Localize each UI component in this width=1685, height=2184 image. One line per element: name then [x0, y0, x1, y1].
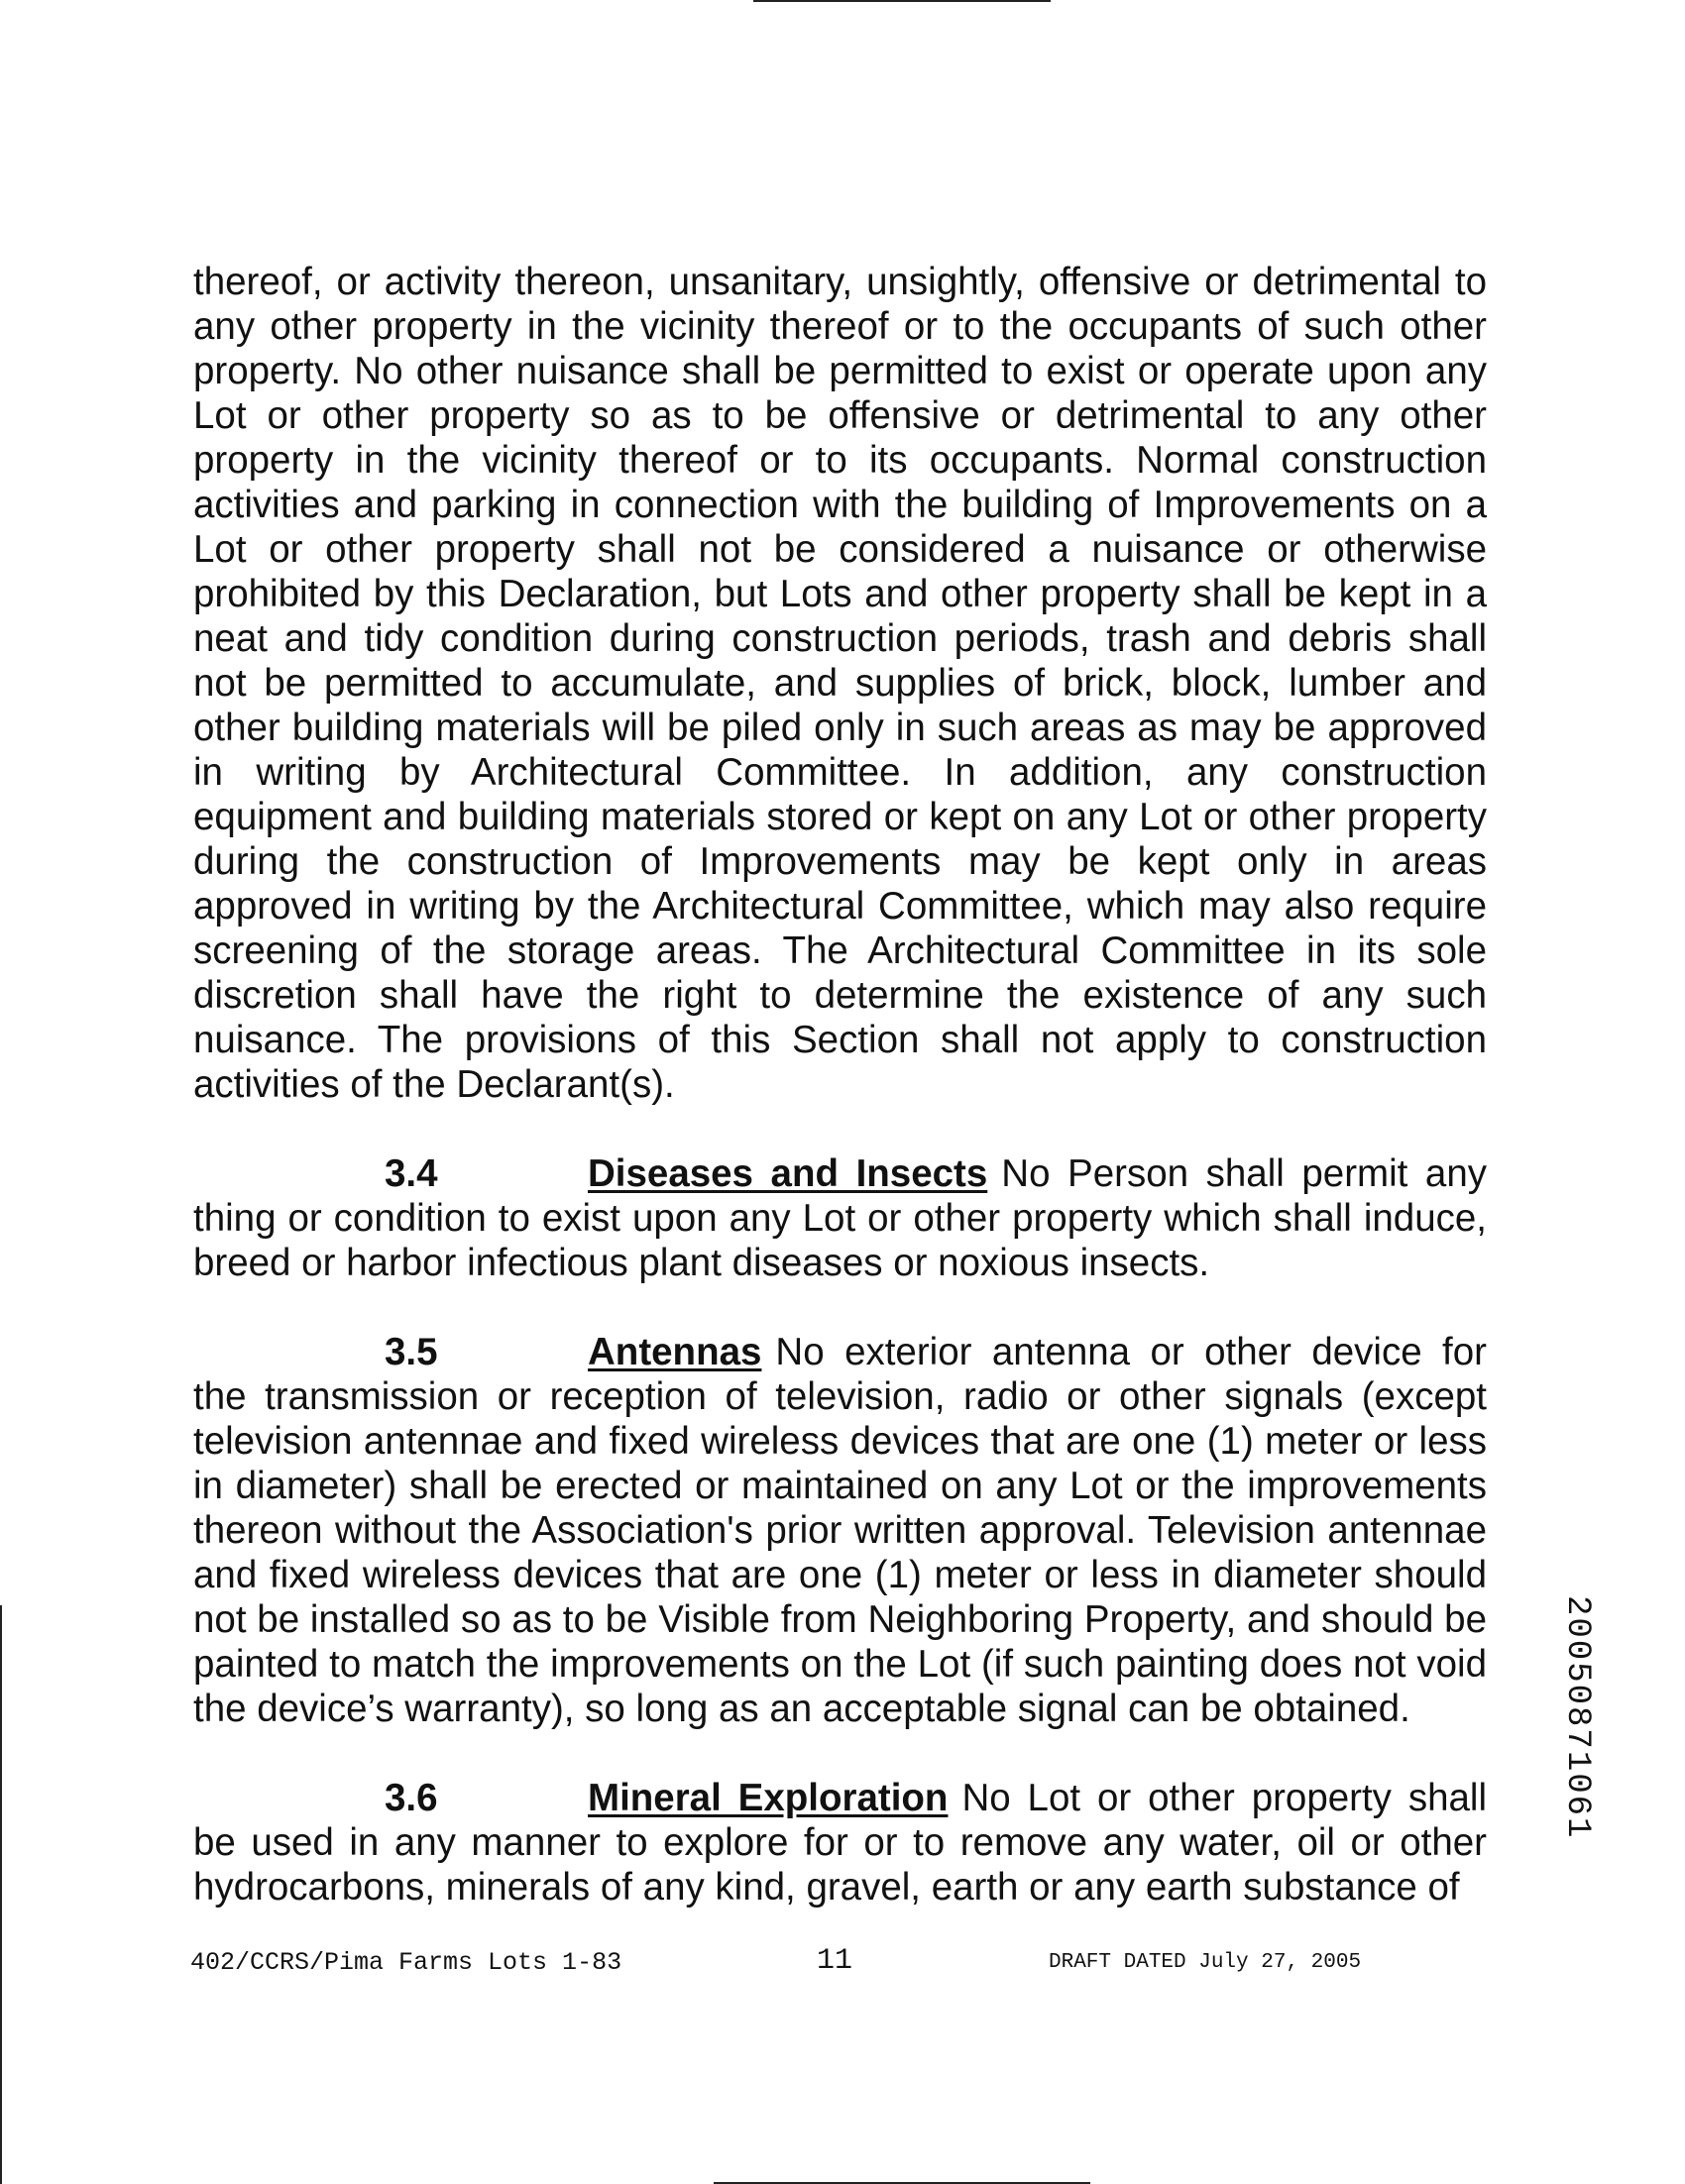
- section-3-6: [193, 1776, 1487, 1910]
- section-number: 3.5: [385, 1331, 438, 1373]
- section-text: No Person shall permit any thing or condition to exist upon any Lot or other property which shall induce, breed or harbor infectious plant diseases or noxious insects.: [193, 1152, 1487, 1284]
- footer-draft-date: DRAFT DATED July 27, 2005: [1049, 1951, 1362, 1974]
- document-body: [193, 260, 1487, 1910]
- section-title: Antennas: [588, 1331, 762, 1373]
- left-scan-line: [0, 1605, 2, 2184]
- section-title: Diseases and Insects: [588, 1152, 988, 1195]
- section-3-4: [193, 1151, 1487, 1285]
- continuation-paragraph: thereof, or activity thereon, unsanitary, unsightly, offensive or detrimental to any other property in the vicinity thereof or to the occupants of such other property. No other nuisance shall be permitted to exist or operate upon any Lot or other property so as to be offensive or detrimental to any other property in the vicinity thereof or to its occupants. Normal construction activities and parking in connection with the building of Improvements on a Lot or other property shall not be considered a nuisance or otherwise prohibited by this Declaration, but Lots and other property shall be kept in a neat and tidy condition during construction periods, trash and debris shall not be permitted to accumulate, and supplies of brick, block, lumber and other building materials will be piled only in such areas as may be approved in writing by Architectural Committee. In addition, any construction equipment and building materials stored or kept on any Lot or other property during the construction of Improvements may be kept only in areas approved in writing by the Architectural Committee, which may also require screening of the storage areas. The Architectural Committee in its sole discretion shall have the right to determine the existence of any such nuisance. The provisions of this Section shall not apply to construction activities of the Declarant(s).: [193, 261, 1487, 1106]
- section-number: 3.6: [385, 1777, 438, 1819]
- footer-document-reference: 402/CCRS/Pima Farms Lots 1-83: [190, 1948, 622, 1977]
- section-3-5: [193, 1330, 1487, 1731]
- footer-page-number: 11: [817, 1944, 853, 1978]
- section-title: Mineral Exploration: [588, 1777, 949, 1819]
- section-text: No Lot or other property shall be used in any manner to explore for or to remove any water, oil or other hydrocarbons, minerals of any kind, gravel, earth or any earth substance of: [193, 1777, 1487, 1909]
- top-scan-line: [753, 0, 1051, 2]
- page-footer: [0, 1944, 1685, 1988]
- section-text: No exterior antenna or other device for the transmission or reception of television, radio or other signals (except television antennae and fixed wireless devices that are one (1) meter or less in diameter) shall be erected or maintained on any Lot or the improvements thereon without the Association's prior written approval. Television antennae and fixed wireless devices that are one (1) meter or less in diameter should not be installed so as to be Visible from Neighboring Property, and should be painted to match the improvements on the Lot (if such painting does not void the device’s warranty), so long as an acceptable signal can be obtained.: [193, 1331, 1487, 1730]
- section-number: 3.4: [385, 1152, 438, 1195]
- recording-number-stamp: 20050871061: [1558, 1595, 1596, 1840]
